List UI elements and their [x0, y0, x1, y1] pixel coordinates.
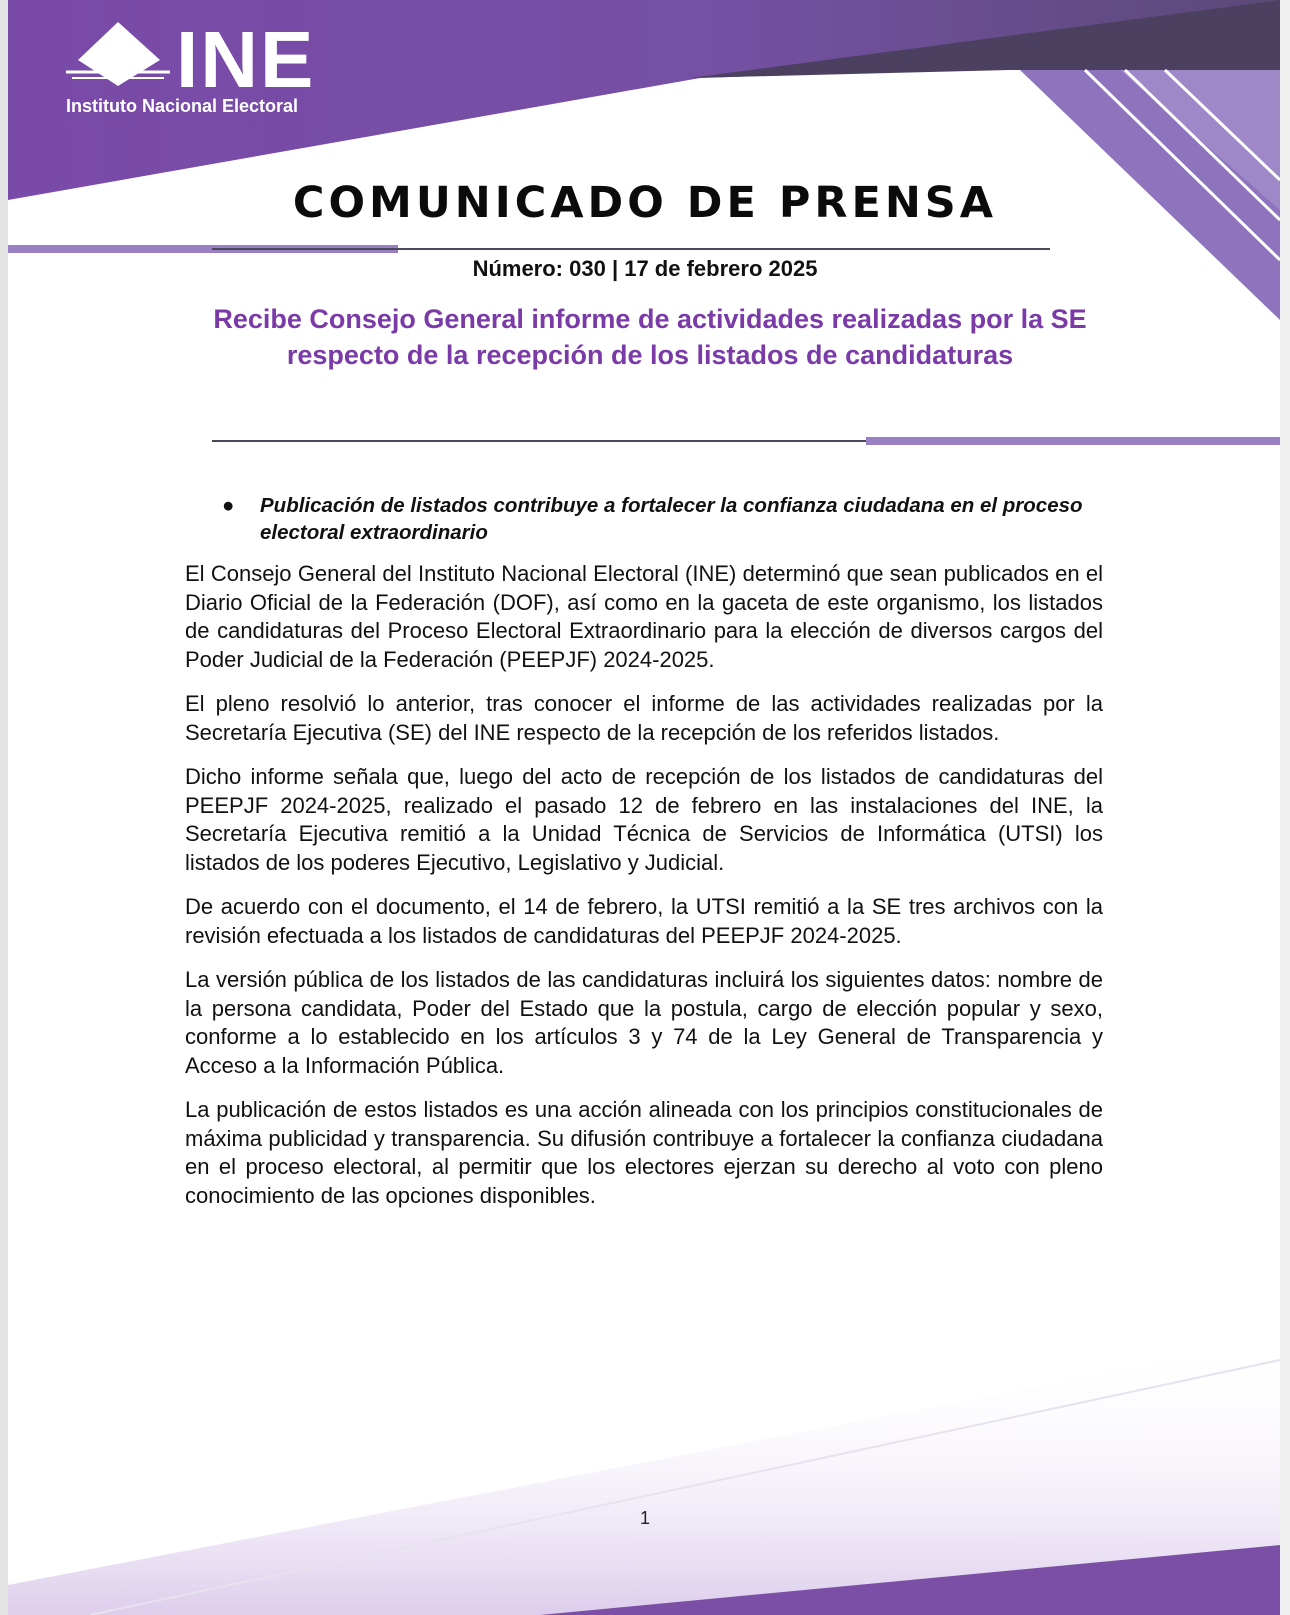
highlight-bullet	[222, 492, 1108, 546]
body-paragraph: El pleno resolvió lo anterior, tras conocer el informe de las actividades realizadas por la Secretaría Ejecutiva (SE) del INE respecto de la recepción de los referidos listados.	[185, 691, 1103, 745]
logo-wordmark: INE	[176, 15, 316, 104]
headline-accent-bar	[866, 437, 1280, 445]
highlight-bullet-text: Publicación de listados contribuye a fortalecer la confianza ciudadana en el proceso electoral extraordinario	[260, 494, 1083, 544]
ine-logo	[66, 16, 386, 126]
body-paragraph: Dicho informe señala que, luego del acto de recepción de los listados de candidaturas del PEEPJF 2024-2025, realizado el pasado 12 de febrero en las instalaciones del INE, la Secretaría Ejecutiva remitió a la Unidad Técnica de Servicios de Informática (UTSI) los listados de los poderes Ejecutivo, Legislativo y Judicial.	[185, 764, 1103, 875]
release-number-date: Número: 030 | 17 de febrero 2025	[472, 256, 818, 281]
body-paragraph: El Consejo General del Instituto Nacional Electoral (INE) determinó que sean publicados en el Diario Oficial de la Federación (DOF), así como en la gaceta de este organismo, los listados de candidaturas del Proceso Electoral Extraordinario para la elección de diversos cargos del Poder Judicial de la Federación (PEEPJF) 2024-2025.	[185, 561, 1103, 672]
ine-diamond-icon	[66, 20, 176, 90]
body-paragraph: La publicación de estos listados es una acción alineada con los principios constitucionales de máxima publicidad y transparencia. Su difusión contribuye a fortalecer la confianza ciudadana en el proceso electoral, al permitir que los electores ejerzan su derecho al voto con pleno conocimiento de las opciones disponibles.	[185, 1097, 1103, 1208]
title-rule	[212, 248, 1050, 250]
page-title: COMUNICADO DE PRENSA	[292, 178, 998, 228]
body-text	[185, 560, 1103, 1226]
headline: Recibe Consejo General informe de actividades realizadas por la SE respecto de la recepción de los listados de candidaturas	[213, 304, 1087, 370]
logo-subtitle: Instituto Nacional Electoral	[66, 96, 299, 116]
page-number: 1	[639, 1508, 650, 1528]
body-paragraph: De acuerdo con el documento, el 14 de febrero, la UTSI remitió a la SE tres archivos con la revisión efectuada a los listados de candidaturas del PEEPJF 2024-2025.	[185, 894, 1103, 948]
body-paragraph: La versión pública de los listados de las candidaturas incluirá los siguientes datos: nombre de la persona candidata, Poder del Estado que la postula, cargo de elección popular y sexo, conforme a lo establecido en los artículos 3 y 74 de la Ley General de Transparencia y Acceso a la Información Pública.	[185, 967, 1103, 1078]
bullet-dot-icon: ●	[222, 494, 235, 517]
